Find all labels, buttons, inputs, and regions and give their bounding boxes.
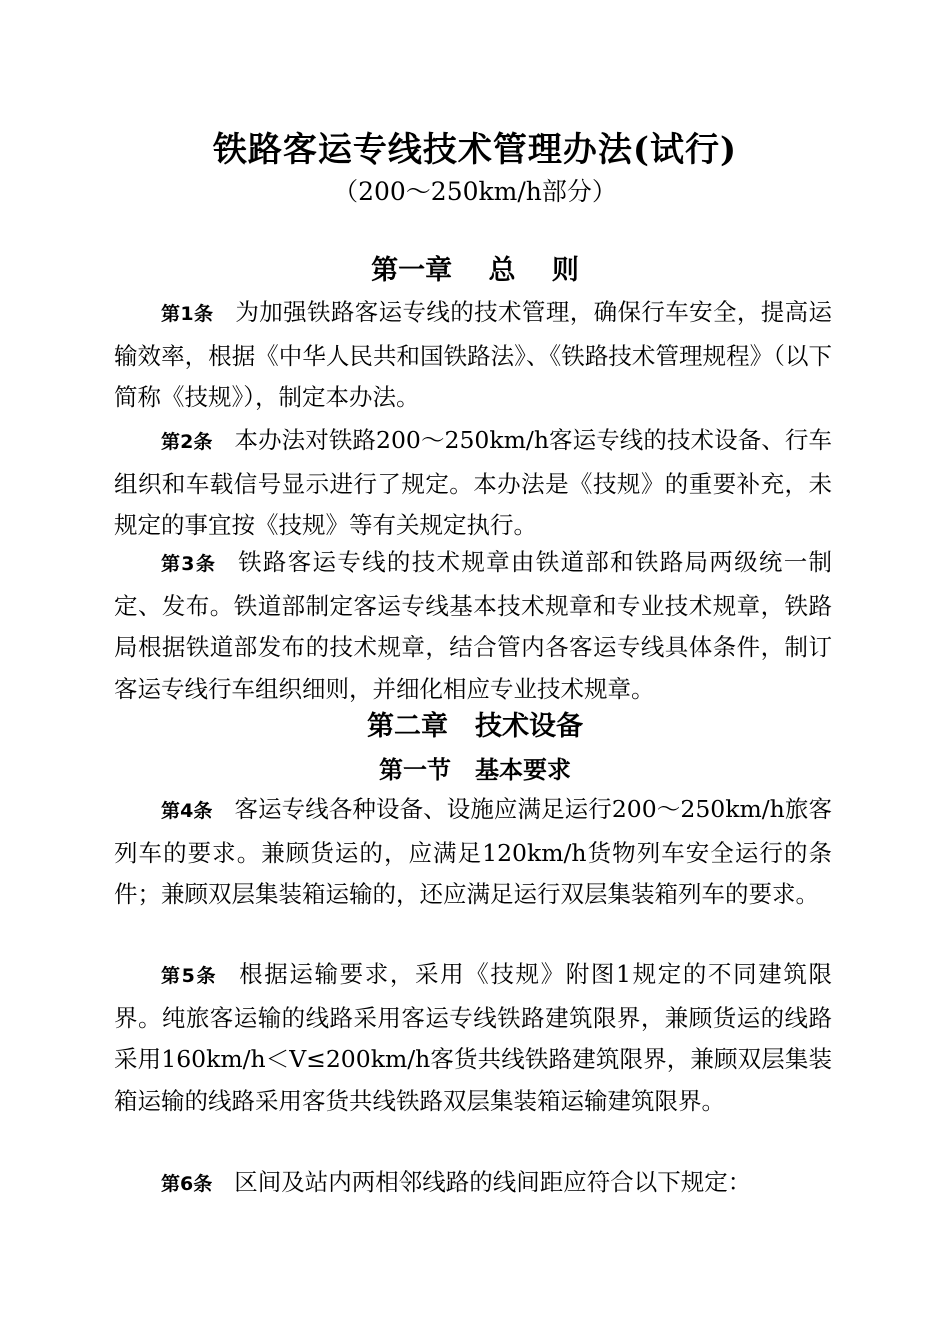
chapter-heading-general: 第一章 总 则 xyxy=(371,255,579,286)
article-text: 区间及站内两相邻线路的线间距应符合以下规定： xyxy=(234,1168,752,1196)
document-subtitle: （200～250km/h部分） xyxy=(333,177,617,206)
article-text: 为加强铁路客运专线的技术管理，确保行车安全，提高运输效率，根据《中华人民共和国铁路法》、《铁路技术管理规程》（以下简称《技规》），制定本办法。 xyxy=(114,298,832,411)
article-label: 第6条 xyxy=(161,1173,213,1195)
article-label: 第1条 xyxy=(161,303,214,325)
article-5 xyxy=(114,954,832,1122)
article-label: 第2条 xyxy=(161,431,213,453)
chapter-heading-technical-equipment: 第二章 技术设备 xyxy=(367,711,583,742)
article-text: 铁路客运专线的技术规章由铁道部和铁路局两级统一制定、发布。铁道部制定客运专线基本技术规章和专业技术规章，铁路局根据铁道部发布的技术规章，结合管内各客运专线具体条件，制订客运专线行车组织细则，并细化相应专业技术规章。 xyxy=(114,548,832,703)
article-3 xyxy=(114,542,832,710)
article-2 xyxy=(114,420,832,547)
article-label: 第3条 xyxy=(161,553,217,575)
article-1 xyxy=(114,292,832,419)
article-6 xyxy=(114,1162,832,1206)
article-label: 第5条 xyxy=(161,965,218,987)
section-heading-basic-requirements: 第一节 基本要求 xyxy=(379,756,571,784)
article-text: 客运专线各种设备、设施应满足运行200～250km/h旅客列车的要求。兼顾货运的，应满足120km/h货物列车安全运行的条件；兼顾双层集装箱运输的，还应满足运行双层集装箱列车的要求。 xyxy=(114,795,832,908)
article-label: 第4条 xyxy=(161,800,213,822)
article-text: 本办法对铁路200～250km/h客运专线的技术设备、行车组织和车载信号显示进行了规定。本办法是《技规》的重要补充，未规定的事宜按《技规》等有关规定执行。 xyxy=(114,426,832,539)
article-4 xyxy=(114,789,832,916)
article-text: 根据运输要求，采用《技规》附图1规定的不同建筑限界。纯旅客运输的线路采用客运专线铁路建筑限界，兼顾货运的线路采用160km/h＜V≤200km/h客货共线铁路建筑限界，兼顾双层集装箱运输的线路采用客货共线铁路双层集装箱运输建筑限界。 xyxy=(114,960,832,1115)
document-title: 铁路客运专线技术管理办法(试行) xyxy=(212,130,738,170)
